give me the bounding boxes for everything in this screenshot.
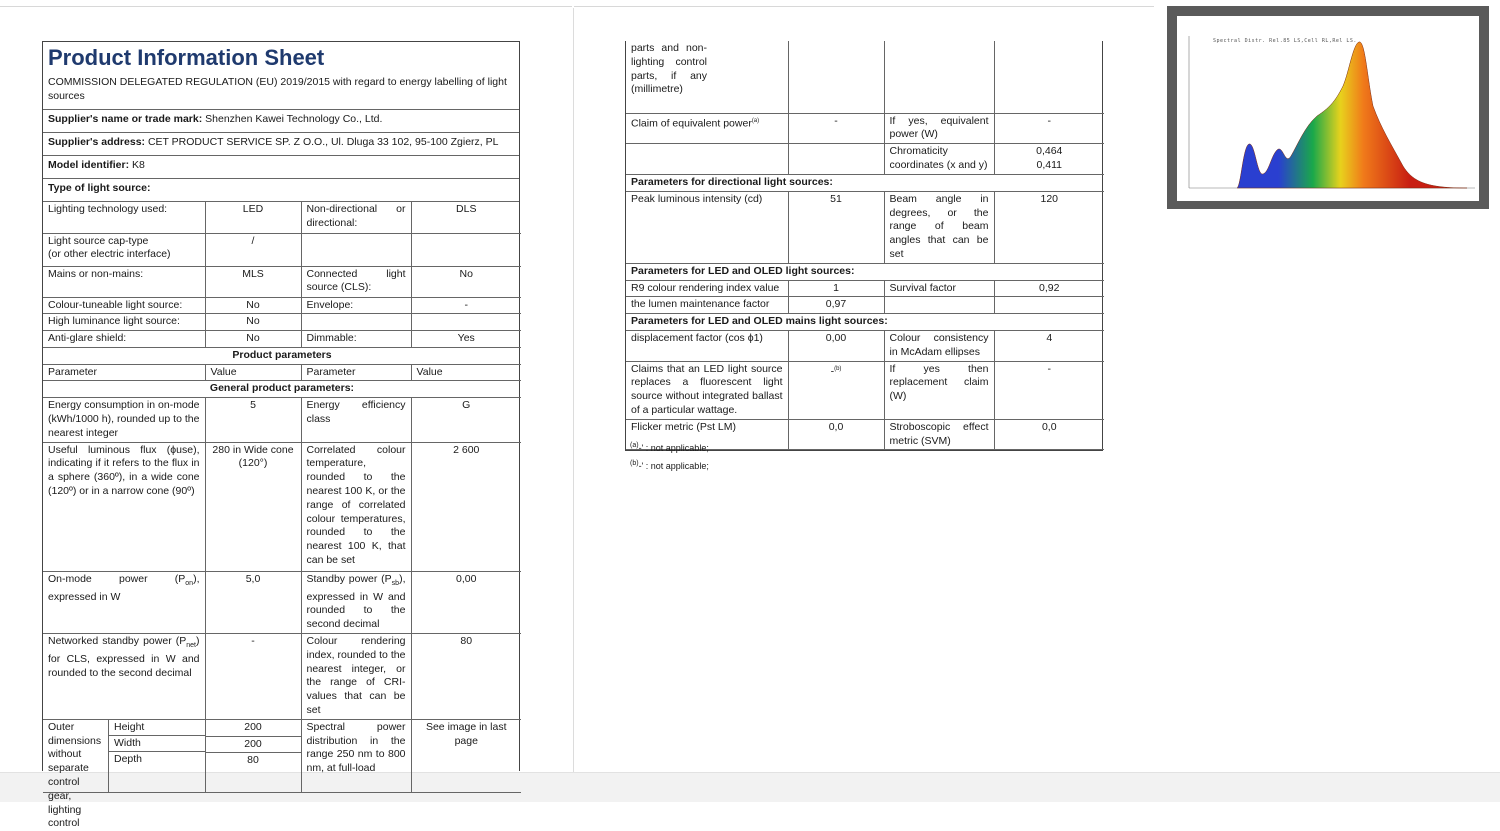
cell-value: - (994, 361, 1104, 419)
cell-label: Flicker metric (Pst LM) (626, 419, 788, 450)
width-value: 200 (206, 737, 301, 754)
footnote-b-sup: (b) (630, 460, 639, 467)
chroma-y: 0,411 (1036, 158, 1062, 171)
footnote-b-text: -' : not applicable; (638, 461, 709, 471)
cell-value: - (788, 113, 884, 144)
table-row (43, 297, 521, 314)
cell-value: See image in last page (411, 719, 521, 792)
cell-label: Survival factor (884, 280, 994, 297)
cell-value: 0,92 (994, 280, 1104, 297)
cell-label (301, 571, 411, 633)
cell-value: 5 (205, 398, 301, 442)
equiv-sup: (a) (751, 117, 760, 124)
dims-label: Outer dimensions without separate control gear, lighting control (43, 720, 109, 792)
cell-value: 0,97 (788, 297, 884, 314)
supplier-name: Shenzhen Kawei Technology Co., Ltd. (205, 113, 383, 125)
depth-label: Depth (114, 753, 143, 766)
cell-value: No (205, 331, 301, 348)
cell-label: Connected light source (CLS): (301, 266, 411, 297)
cell-value: / (205, 233, 301, 266)
dims-sub-labels (109, 720, 205, 792)
cell-value: 1 (788, 280, 884, 297)
col-header-parameter: Parameter (301, 364, 411, 381)
table-row (43, 398, 521, 442)
cell-label: Envelope: (301, 297, 411, 314)
col-header-value: Value (205, 364, 301, 381)
cell-label (43, 571, 205, 633)
supplier-name-row (43, 110, 519, 133)
cell-empty (788, 144, 884, 175)
sheet-title: Product Information Sheet (48, 45, 325, 70)
standby-sub: sb (391, 579, 400, 587)
cell-label: Colour-tuneable light source: (43, 297, 205, 314)
regulation-text: COMMISSION DELEGATED REGULATION (EU) 2019/2015 with regard to energy labelling of light sources (43, 71, 519, 110)
product-parameters-header: Product parameters (43, 347, 521, 364)
col-header-value: Value (411, 364, 521, 381)
cell-label: Energy consumption in on-mode (kWh/1000 h), rounded up to the nearest integer (43, 398, 205, 442)
spectrum-caption: Spectral Distr. Rel.85 LS,Cell RL,Rel LS. (1213, 38, 1357, 44)
cell-empty (884, 297, 994, 314)
cell-label: Energy efficiency class (301, 398, 411, 442)
table-row (626, 331, 1104, 362)
depth-value: 80 (247, 754, 259, 767)
cell-label: Anti-glare shield: (43, 331, 205, 348)
led-mains-header: Parameters for LED and OLED mains light sources: (626, 314, 1104, 331)
width-label: Width (109, 736, 205, 753)
cell-label: Claims that an LED light source replaces a fluorescent light source without integrated ballast of a particular wattage. (626, 361, 788, 419)
cell-value: Yes (411, 331, 521, 348)
cell-value: 2 600 (411, 442, 521, 571)
onmode-sub: on (185, 579, 194, 587)
supplier-address-label: Supplier's address: (48, 136, 146, 148)
footnote-a-text: -' : not applicable; (638, 443, 709, 453)
model-label: Model identifier: (48, 159, 130, 171)
cap-label-2: (or other electric interface) (48, 248, 171, 261)
led-header: Parameters for LED and OLED light sources: (626, 263, 1104, 280)
table-row (43, 233, 521, 266)
table-row (43, 202, 521, 233)
cell-empty (411, 314, 521, 331)
standby-label-a: Standby power (P (306, 572, 392, 585)
table-row (43, 633, 521, 719)
cell-value: 120 (994, 191, 1104, 263)
cell-empty (626, 144, 788, 175)
model-value: K8 (132, 159, 145, 171)
cell-label: Non-directional or directional: (301, 202, 411, 233)
cell-value: - (411, 297, 521, 314)
table-row (43, 266, 521, 297)
cell-label: Chromaticity coordinates (x and y) (884, 144, 994, 175)
onmode-label-b: ), expressed in W (48, 572, 200, 603)
cell-value: LED (205, 202, 301, 233)
net-label-b: ) for CLS, expressed in W and rounded to the second decimal (48, 634, 200, 679)
cell-label: Lighting technology used: (43, 202, 205, 233)
model-row (43, 156, 519, 179)
cell-empty (994, 41, 1104, 113)
cell-empty (411, 233, 521, 266)
cell-value: 80 (411, 633, 521, 719)
footnotes (630, 438, 709, 474)
cell-value: - (994, 113, 1104, 144)
cell-value: No (411, 266, 521, 297)
cell-value (788, 361, 884, 419)
light-source-table (43, 202, 521, 830)
footnote-a (630, 438, 709, 456)
cell-label: Beam angle in degrees, or the range of beam angles that can be set (884, 191, 994, 263)
cell-label: Dimmable: (301, 331, 411, 348)
table-row (43, 314, 521, 331)
table-row (626, 41, 1104, 113)
cell-empty (884, 41, 994, 113)
chroma-x: 0,464 (1036, 145, 1063, 158)
cell-label: High luminance light source: (43, 314, 205, 331)
col-header-parameter: Parameter (43, 364, 205, 381)
net-sub: net (186, 642, 196, 650)
table-row (626, 314, 1104, 331)
table-row (626, 280, 1104, 297)
cell-value: 51 (788, 191, 884, 263)
directional-header: Parameters for directional light sources: (626, 175, 1104, 192)
cell-value (994, 144, 1104, 175)
general-parameters-header: General product parameters: (43, 381, 521, 398)
cell-value: 0,0 (994, 419, 1104, 450)
type-row (43, 179, 519, 202)
onmode-label-a: On-mode power (P (48, 572, 186, 585)
table-row (43, 364, 521, 381)
cell-value: 0,00 (411, 571, 521, 633)
cell-label: If yes, equivalent power (W) (884, 113, 994, 144)
supplier-name-label: Supplier's name or trade mark: (48, 113, 203, 125)
table-row (626, 297, 1104, 314)
table-row (43, 347, 521, 364)
table-row (43, 381, 521, 398)
cell-value: 280 in Wide cone (120°) (205, 442, 301, 571)
cell-value: 4 (994, 331, 1104, 362)
table-row (626, 361, 1104, 419)
cell-label: If yes then replacement claim (W) (884, 361, 994, 419)
table-row (43, 719, 521, 792)
spectral-distribution-image (1167, 6, 1489, 209)
page-top-border-right (574, 6, 1154, 7)
cell-label: Colour consistency in McAdam ellipses (884, 331, 994, 362)
cell-value: G (411, 398, 521, 442)
spectrum-svg (1177, 16, 1479, 201)
supplier-address: CET PRODUCT SERVICE SP. Z O.O., Ul. Dluga 33 102, 95-100 Zgierz, PL (147, 136, 499, 148)
cell-label (43, 233, 205, 266)
supplier-address-row (43, 133, 519, 156)
cell-label: Useful luminous flux (ϕuse), indicating if it refers to the flux in a sphere (360º), in a wide cone (120º) or in a narrow cone (90º) (43, 442, 205, 571)
type-label: Type of light source: (48, 182, 151, 194)
cell-label (43, 633, 205, 719)
cell-value: No (205, 297, 301, 314)
cell-label: Stroboscopic effect metric (SVM) (884, 419, 994, 450)
cell-empty (301, 314, 411, 331)
cell-label: Colour rendering index, rounded to the nearest integer, or the range of CRI-values that can be set (301, 633, 411, 719)
dimensions-cell (43, 719, 205, 830)
spectrum-plot-area (1177, 16, 1479, 201)
footnote-a-sup: (a) (630, 442, 639, 449)
cell-label: Spectral power distribution in the range 250 nm to 800 nm, at full-load (301, 719, 411, 792)
dimensions-values (205, 719, 301, 792)
product-information-sheet-continued (625, 41, 1103, 451)
table-row (43, 331, 521, 348)
height-label: Height (109, 721, 205, 736)
spectrum-curve (1237, 42, 1467, 188)
cell-label (626, 113, 788, 144)
parameters-table-continued (626, 41, 1104, 450)
cell-value: No (205, 314, 301, 331)
cell-value: 5,0 (205, 571, 301, 633)
cell-value: 0,0 (788, 419, 884, 450)
cell-label: R9 colour rendering index value (626, 280, 788, 297)
cap-label: Light source cap-type (48, 234, 149, 247)
page-divider (573, 8, 574, 772)
height-value: 200 (206, 720, 301, 737)
table-row (43, 442, 521, 571)
standby-label-b: ), expressed in W and rounded to the second decimal (306, 572, 406, 631)
claims-sup: (b) (834, 365, 842, 372)
table-row (626, 175, 1104, 192)
cell-label: Mains or non-mains: (43, 266, 205, 297)
footnote-b (630, 456, 709, 474)
cell-label (626, 41, 788, 113)
table-row (626, 144, 1104, 175)
cell-empty (301, 233, 411, 266)
product-information-sheet (42, 41, 520, 830)
cell-empty (994, 297, 1104, 314)
table-row (43, 571, 521, 633)
cell-value: - (205, 633, 301, 719)
parts-label: parts and non-lighting control parts, if any (millimetre) (631, 42, 707, 96)
cell-value: MLS (205, 266, 301, 297)
cell-label: displacement factor (cos ϕ1) (626, 331, 788, 362)
equiv-label: Claim of equivalent power (631, 117, 752, 129)
table-row (626, 191, 1104, 263)
table-row (626, 263, 1104, 280)
cell-label: the lumen maintenance factor (626, 297, 788, 314)
table-row (626, 113, 1104, 144)
cell-label: Correlated colour temperature, rounded to the nearest 100 K, or the range of correlated colour temperatures, rounded to the nearest 100 K, that can be set (301, 442, 411, 571)
cell-value: 0,00 (788, 331, 884, 362)
cell-label: Peak luminous intensity (cd) (626, 191, 788, 263)
net-label-a: Networked standby power (P (48, 634, 187, 647)
cell-value: DLS (411, 202, 521, 233)
cell-empty (788, 41, 884, 113)
claims-value: - (830, 365, 835, 378)
